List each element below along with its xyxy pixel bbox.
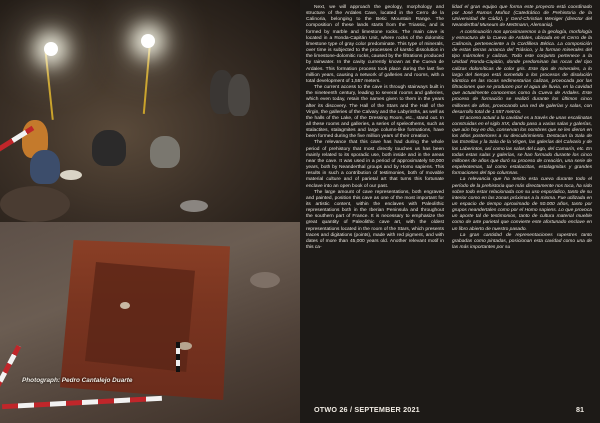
work-lamp xyxy=(141,34,155,48)
paragraph: El acceso actual a la cavidad es a través de unas escalinatas construidas en el siglo XIX, dando paso a varias salas y galerías, que aún hoy en día, conservan los nombres que se les dieron en los años posteriores a su descubrimiento. Destacan la Sala de las Estrellas y la Sala de la Virgen, las galerías del Calvario y de los Laberintos, así como las salas del Lago, del Camarín, etc. En todas estas salas y galerías, se han formado durante los cinco millones de años que duró su proceso de creación, una serie de espeleotemas, tal como estalactitas, estalagmitas y grandes formaciones del tipo columnas. xyxy=(452,115,592,177)
light-stand xyxy=(44,48,54,120)
rock xyxy=(120,302,130,309)
rock xyxy=(250,272,280,288)
paragraph: La gran cantidad de representaciones rupestres tanto grabadas como pintadas, posicionan esta cavidad como una de las más importantes por su xyxy=(452,232,592,251)
paragraph: La relevancia que ha tenido esta cueva durante todo el período de la prehistoria que más directamente nos toca, ha sido sobre todo estar relacionada con su uso esporádico, tanto de su interior como en las zonas próximas a la misma. Fue utilizada en un espacio de tiempo aproximado de 50.000 años, tanto por grupos neandertales como por el Homo sapiens. Lo que provoca un aporte tal de testimonios, tanto de cultura material mueble como de arte parietal que convierte este afortunado enclave en un libro abierto de nuestro pasado. xyxy=(452,177,592,232)
photo-credit: Photograph: Pedro Cantalejo Duarte xyxy=(22,377,133,384)
excavator-figure xyxy=(228,74,250,116)
paragraph: The large amount of cave representations, both engraved and painted, position this cave as one of the most important for its artistic content, within the enclaves with Paleolithic representations both in the Iberian Peninsula and throughout the southern part of France. It is necessary to emphasize the great quantity of Paleolithic cave art, with the oldest representations located in the room of the Stars, which presents traces and digitations (points), made with red pigment, and with dates of more than 45,000 years old. Another relevant motif in this ca- xyxy=(306,189,444,251)
page-number: 81 xyxy=(576,405,584,414)
excavator-figure xyxy=(30,150,60,184)
paragraph: The current access to the cave is through stairways built in the nineteenth century, leading to several rooms and galleries, which even today, retain the names given to them in the years after its discovery. The Hall of the Stars and the Hall of the Virgin, the galleries of the Calvary and the Labyrinths, as well as the halls of the Lake, of the Dressing Room, etc., stand out. In all these rooms and galleries, a series of speleothems, such as stalactites, stalagmites and large column-like formations, have been formed during the five million years of their creation. xyxy=(306,85,444,140)
paragraph: Next, we will approach the geology, morphology and structure of the Ardales Cave, located in the Cerro de la Calinoria, belonging to the Betic Mountain Range. The composition of these lands starts from the Triassic, and is formed by marble and limestone rocks. The main cave is located in a Ronda-Capitán Unit, where rocks of the dolomitic limestone type of gray color predominate. This type of minerals, over time is subjected to the processes of karstic dissolution in the limestone-dolomitic rocks, caused by the filtrations produced by rainwater. In the cavity currently known as the Cueva de Ardales. This formation process took place during the last five million years, causing a network of galleries and rooms, with a total development of 1,557 meters. xyxy=(306,5,444,84)
cave-excavation-photo xyxy=(0,0,300,222)
excavator-figure xyxy=(92,130,126,166)
paragraph: A continuación nos aproximaremos a la geología, morfología y estructura de la Cueva de Ardales, ubicada en el Cerro de la Calinoria, perteneciente a la Cordillera Bética. La composición de estas tierras arranca del Triásico, y la forman minerales del tipo mármoles y calizas. Todo este conjunto pertenece a la Unidad Ronda-Capitán, donde predominan las rocas del tipo calizas dolomíticas de color gris. Este tipo de minerales, a lo largo del tiempo está sometido a los procesos de disolución kárstica en las rocas sedimentarias calizas, provocada por las filtraciones que se producen por el agua de lluvia, en la cavidad que actualmente conocemos como la Cueva de Ardales. Este proceso de formación se realizó durante los últimos cinco millones de años, provocando una red de galerías y salas, con desarrollo total de 1.557 metros. xyxy=(452,29,592,115)
scale-rod xyxy=(0,345,21,409)
scale-marker xyxy=(176,342,180,372)
paragraph: lidad el gran equipo que forma este proyecto está coordinado por José Ramos Muñoz (Catedrático de Prehistoria de la Universidad de Cádiz), y Gerd-Christian Weniger (director del Neanderthal Museum de Mettmann, Alemania). xyxy=(452,5,592,29)
excavation-trench-photo xyxy=(0,222,300,423)
scale-bar xyxy=(2,396,162,409)
excavator-figure xyxy=(150,136,180,168)
text-column-english xyxy=(306,5,444,251)
rock xyxy=(0,186,70,222)
work-lamp xyxy=(44,42,58,56)
rock xyxy=(178,342,192,350)
light-stand xyxy=(143,40,151,114)
paragraph: The relevance that this cave has had during the whole period of prehistory that most directly touches us has been mainly related to its sporadic use, both inside and in the areas near the cave. It was used in a period of approximately 50,000 years, both by Neanderthal groups and by Homo sapiens. This results in such a contribution of testimonies, both of movable material culture and of parietal art that turns this fortunate enclave into an open book of our past. xyxy=(306,140,444,189)
text-column-spanish xyxy=(452,5,592,251)
bucket xyxy=(60,170,82,180)
issue-label: OTWO 26 / SEPTEMBER 2021 xyxy=(314,405,420,414)
rock xyxy=(180,200,208,212)
